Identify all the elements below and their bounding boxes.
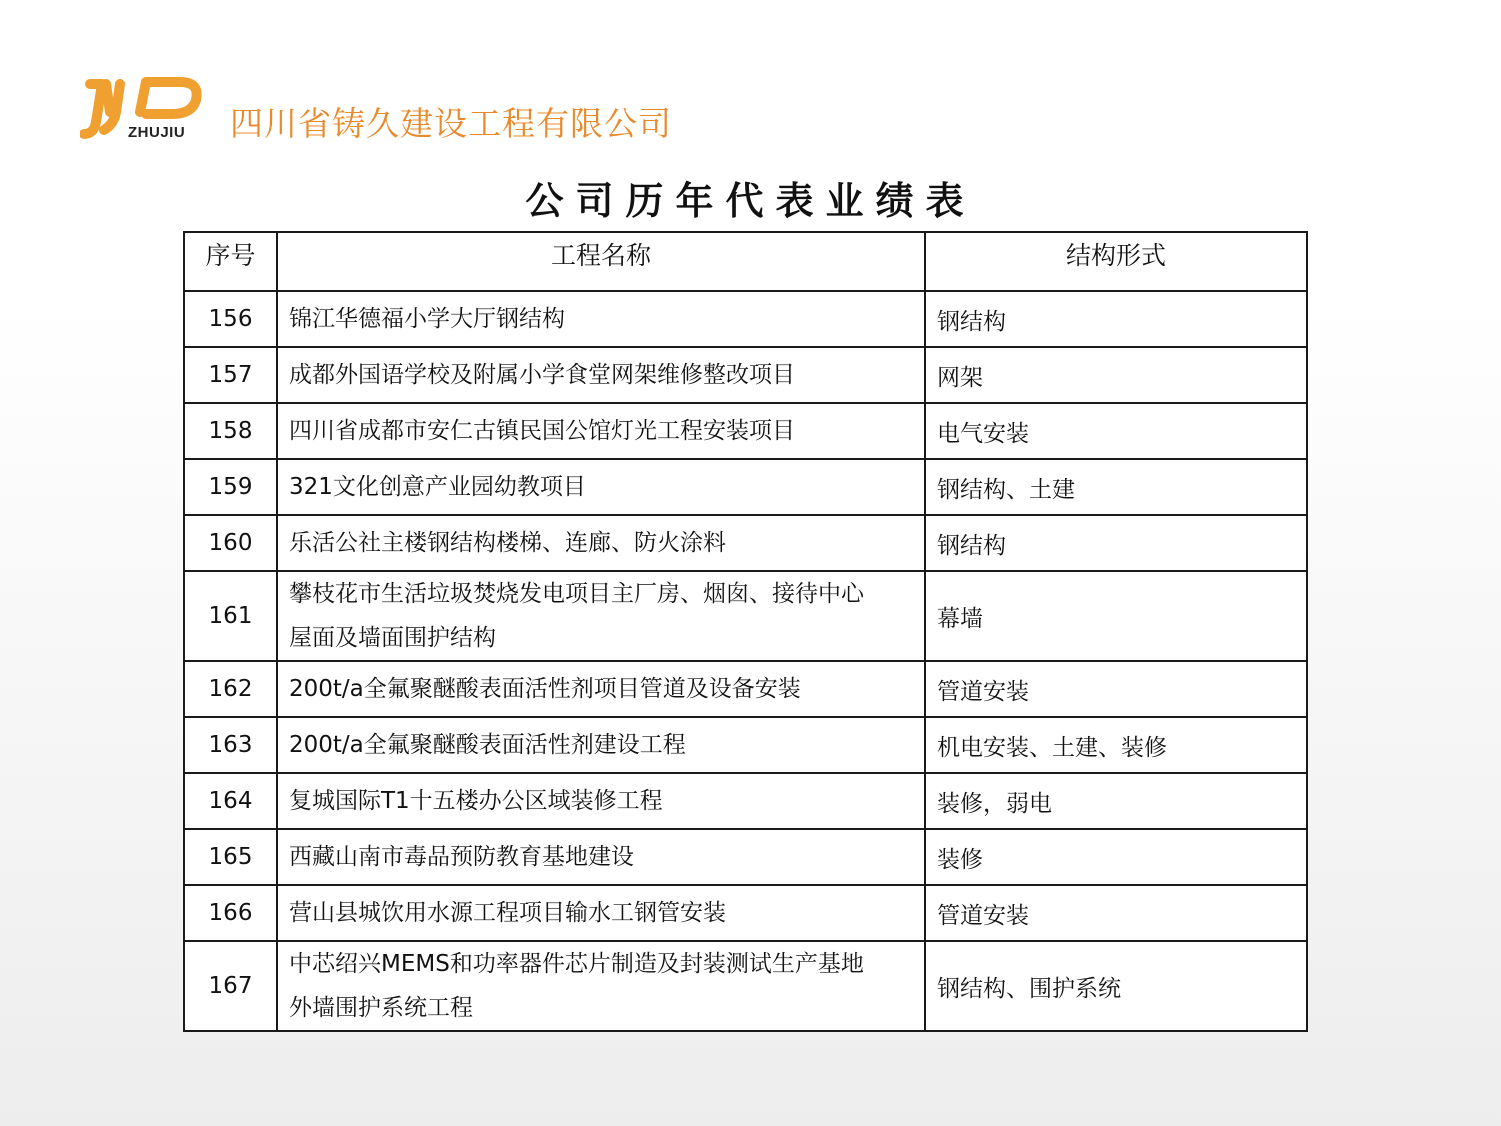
row-structure-type: 钢结构 [925,515,1307,571]
performance-table [183,231,1308,1032]
row-structure-type: 网架 [925,347,1307,403]
table-row [184,515,1307,571]
row-structure-type: 装修，弱电 [925,773,1307,829]
row-no: 163 [184,717,277,773]
row-no: 158 [184,403,277,459]
row-project-name: 营山县城饮用水源工程项目输水工钢管安装 [277,885,925,941]
row-structure-type: 钢结构、土建 [925,459,1307,515]
row-no: 160 [184,515,277,571]
table-row [184,347,1307,403]
row-no: 161 [184,571,277,661]
table-row [184,571,1307,661]
row-project-name-line1: 中芯绍兴MEMS和功率器件芯片制造及封装测试生产基地 [289,951,864,977]
row-structure-type: 管道安装 [925,661,1307,717]
table-row [184,291,1307,347]
page-title: 公司历年代表业绩表 [525,178,976,223]
row-project-name-line2: 屋面及墙面围护结构 [289,625,496,651]
table-row [184,403,1307,459]
row-project-name: 四川省成都市安仁古镇民国公馆灯光工程安装项目 [277,403,925,459]
table-row [184,459,1307,515]
column-header-no: 序号 [184,232,277,291]
row-project-name: 锦江华德福小学大厅钢结构 [277,291,925,347]
column-header-type: 结构形式 [925,232,1307,291]
company-name: 四川省铸久建设工程有限公司 [230,104,672,143]
row-project-name: 复城国际T1十五楼办公区域装修工程 [277,773,925,829]
row-no: 164 [184,773,277,829]
row-project-name [277,571,925,661]
row-project-name: 321文化创意产业园幼教项目 [277,459,925,515]
table-row [184,829,1307,885]
table-row [184,885,1307,941]
table-header-row [184,232,1307,291]
row-project-name-line2: 外墙围护系统工程 [289,995,473,1021]
row-structure-type: 电气安装 [925,403,1307,459]
row-no: 159 [184,459,277,515]
row-no: 157 [184,347,277,403]
table-row [184,773,1307,829]
row-no: 156 [184,291,277,347]
table-row [184,941,1307,1031]
row-project-name: 200t/a全氟聚醚酸表面活性剂建设工程 [277,717,925,773]
row-project-name: 200t/a全氟聚醚酸表面活性剂项目管道及设备安装 [277,661,925,717]
row-structure-type: 钢结构 [925,291,1307,347]
row-structure-type: 机电安装、土建、装修 [925,717,1307,773]
row-no: 166 [184,885,277,941]
row-no: 165 [184,829,277,885]
row-project-name [277,941,925,1031]
row-project-name-line1: 攀枝花市生活垃圾焚烧发电项目主厂房、烟囱、接待中心 [289,581,864,607]
row-structure-type: 管道安装 [925,885,1307,941]
row-project-name: 西藏山南市毒品预防教育基地建设 [277,829,925,885]
table-row [184,661,1307,717]
row-project-name: 成都外国语学校及附属小学食堂网架维修整改项目 [277,347,925,403]
row-structure-type: 幕墙 [925,571,1307,661]
row-no: 162 [184,661,277,717]
table-row [184,717,1307,773]
row-structure-type: 钢结构、围护系统 [925,941,1307,1031]
logo-text: ZHUJIU [128,124,186,141]
row-no: 167 [184,941,277,1031]
column-header-name: 工程名称 [277,232,925,291]
row-structure-type: 装修 [925,829,1307,885]
row-project-name: 乐活公社主楼钢结构楼梯、连廊、防火涂料 [277,515,925,571]
